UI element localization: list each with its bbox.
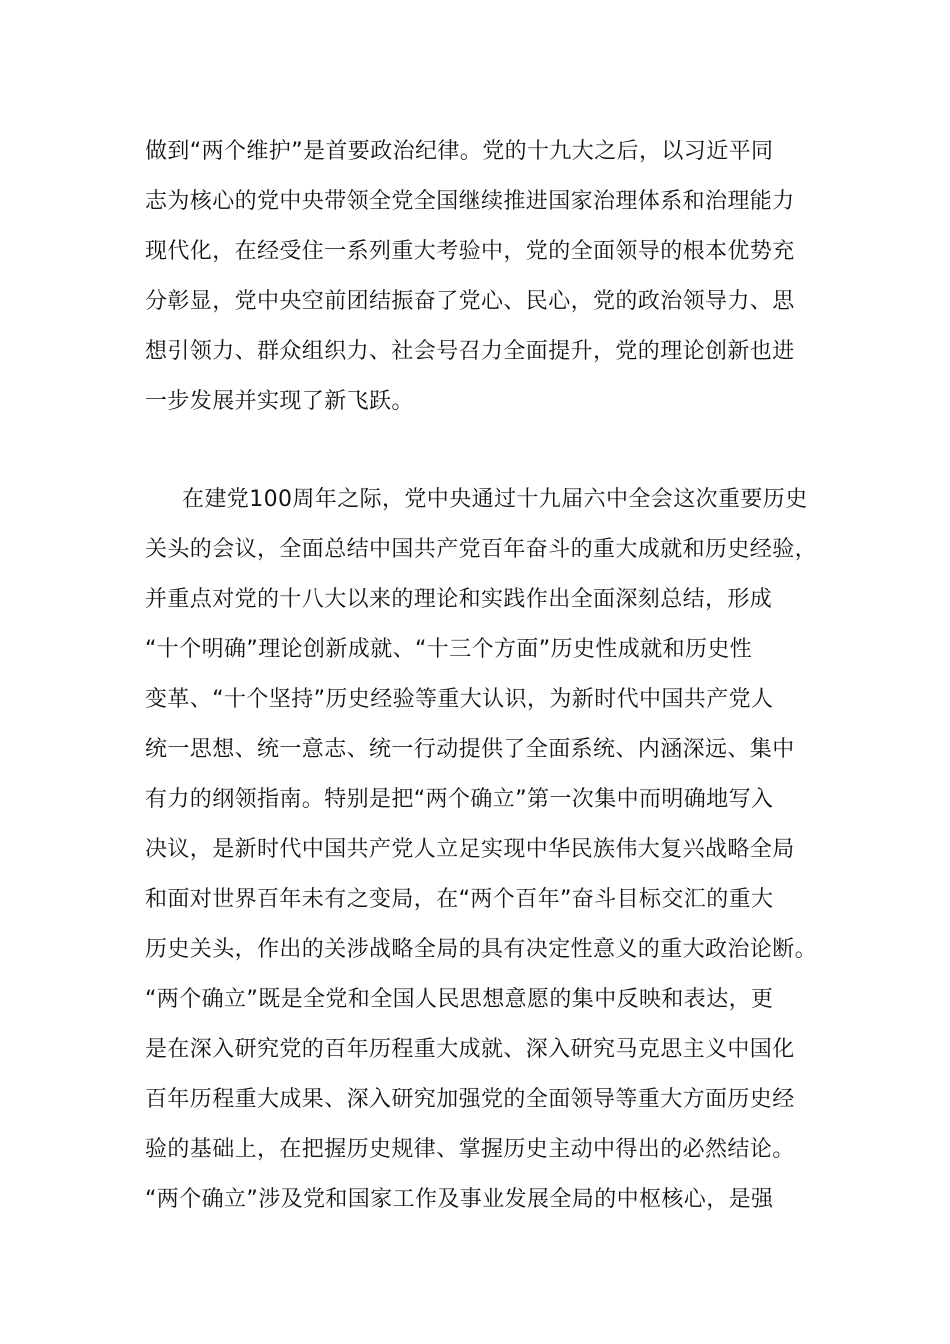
- paragraph-2-line-13: 百年历程重大成果、深入研究加强党的全面领导等重大方面历史经: [145, 1087, 795, 1112]
- paragraph-2-line-8: 决议，是新时代中国共产党人立足实现中华民族伟大复兴战略全局: [145, 837, 795, 862]
- paragraph-2-line-4: “十个明确”理论创新成就、“十三个方面”历史性成就和历史性: [145, 637, 753, 662]
- paragraph-1-line-4: 分彰显，党中央空前团结振奋了党心、民心，党的政治领导力、思: [145, 289, 795, 314]
- paragraph-2-line-2: 关头的会议，全面总结中国共产党百年奋斗的重大成就和历史经验，: [145, 537, 818, 562]
- paragraph-1-line-3: 现代化，在经受住一系列重大考验中，党的全面领导的根本优势充: [145, 239, 795, 264]
- paragraph-2-line-12: 是在深入研究党的百年历程重大成就、深入研究马克思主义中国化: [145, 1037, 795, 1062]
- paragraph-2-line-7: 有力的纲领指南。特别是把“两个确立”第一次集中而明确地写入: [145, 787, 774, 812]
- paragraph-2-line-1: 在建党100周年之际，党中央通过十九届六中全会这次重要历史: [182, 487, 808, 512]
- paragraph-2-line-15: “两个确立”涉及党和国家工作及事业发展全局的中枢核心，是强: [145, 1187, 774, 1212]
- paragraph-2-line-3: 并重点对党的十八大以来的理论和实践作出全面深刻总结，形成: [145, 587, 773, 612]
- paragraph-2-line-9: 和面对世界百年未有之变局，在“两个百年”奋斗目标交汇的重大: [145, 887, 774, 912]
- paragraph-1-line-1: 做到“两个维护”是首要政治纪律。党的十九大之后，以习近平同: [145, 139, 774, 164]
- paragraph-2-line-6: 统一思想、统一意志、统一行动提供了全面系统、内涵深远、集中: [145, 737, 795, 762]
- paragraph-2-line-5: 变革、“十个坚持”历史经验等重大认识，为新时代中国共产党人: [145, 687, 774, 712]
- paragraph-2-line-11: “两个确立”既是全党和全国人民思想意愿的集中反映和表达，更: [145, 987, 774, 1012]
- paragraph-2-line-14: 验的基础上，在把握历史规律、掌握历史主动中得出的必然结论。: [145, 1137, 795, 1162]
- paragraph-1-line-6: 一步发展并实现了新飞跃。: [145, 389, 414, 414]
- paragraph-1-line-2: 志为核心的党中央带领全党全国继续推进国家治理体系和治理能力: [145, 189, 795, 214]
- paragraph-2-line-10: 历史关头，作出的关涉战略全局的具有决定性意义的重大政治论断。: [145, 937, 818, 962]
- paragraph-1-line-5: 想引领力、群众组织力、社会号召力全面提升，党的理论创新也进: [145, 339, 795, 364]
